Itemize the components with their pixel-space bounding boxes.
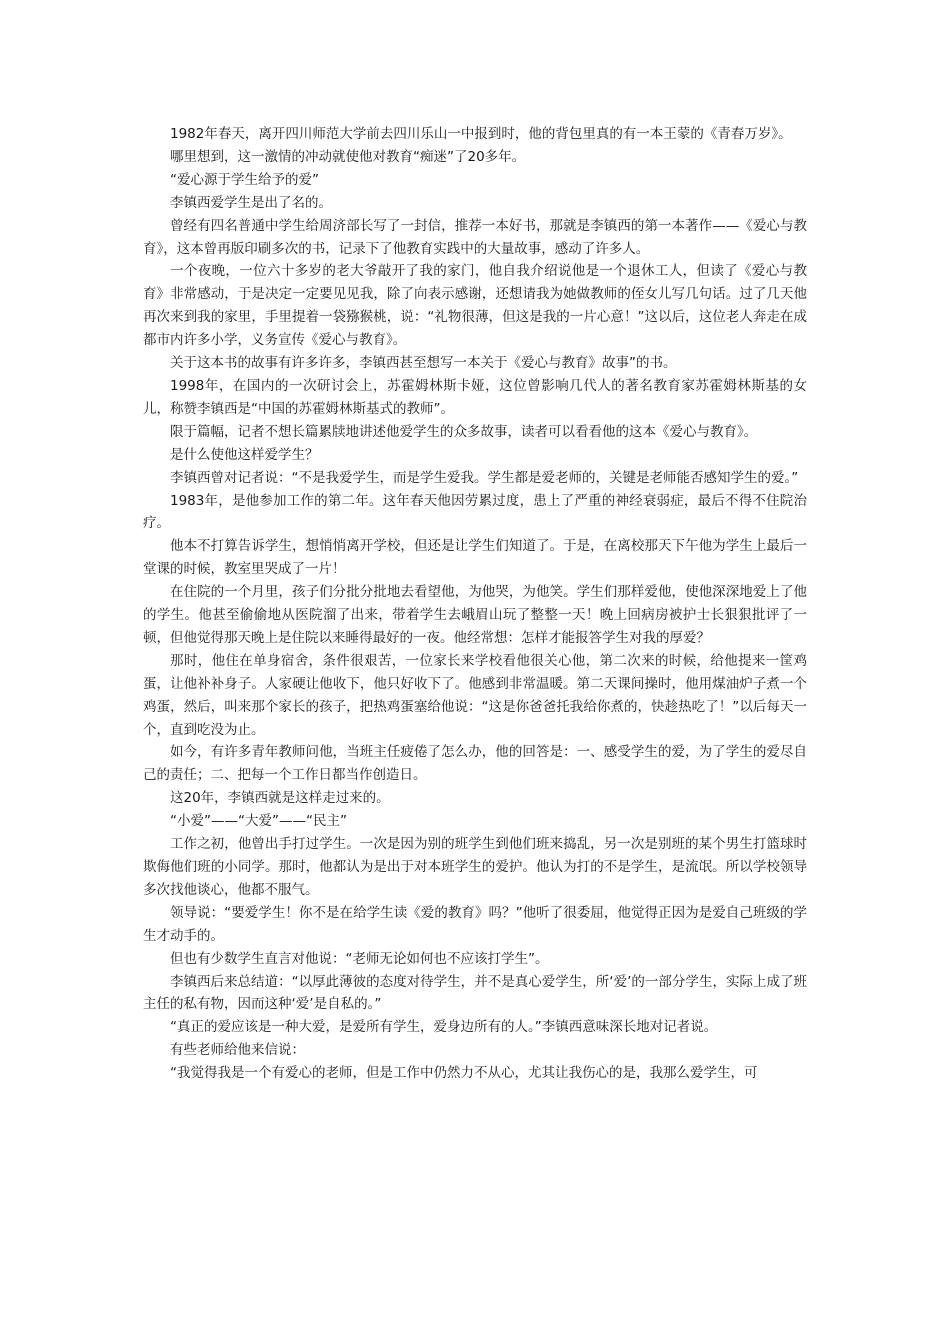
paragraph: 1983年，是他参加工作的第二年。这年春天他因劳累过度，患上了严重的神经衰弱症，最后不得不住院治疗。 (143, 492, 807, 532)
paragraph: 工作之初，他曾出手打过学生。一次是因为别的班学生到他们班来捣乱，另一次是别班的某个男生打篮球时欺侮他们班的小同学。那时，他都认为是出于对本班学生的爱护。他认为打的不是学生，是流氓。所以学校领导多次找他谈心，他都不服气。 (143, 836, 807, 898)
paragraph: 但也有少数学生直言对他说：“老师无论如何也不应该打学生”。 (170, 950, 549, 967)
paragraph: 是什么使他这样爱学生？ (170, 446, 319, 463)
section-heading: “爱心源于学生给予的爱” (170, 171, 319, 188)
paragraph: 有些老师给他来信说： (170, 1042, 305, 1059)
paragraph: 李镇西爱学生是出了名的。 (170, 194, 332, 211)
paragraph: 这20年，李镇西就是这样走过来的。 (170, 790, 390, 807)
paragraph: 曾经有四名普通中学生给周济部长写了一封信，推荐一本好书，那就是李镇西的第一本著作——《爱心与教育》，这本曾再版印刷多次的书，记录下了他教育实践中的大量故事，感动了许多人。 (143, 217, 807, 257)
paragraph: 一个夜晚，一位六十多岁的老大爷敲开了我的家门，他自我介绍说他是一个退休工人，但读了《爱心与教育》非常感动，于是决定一定要见见我，除了向表示感谢，还想请我为她做教师的侄女儿写几句话。过了几天他再次来到我的家里，手里提着一袋猕猴桃，说：“礼物很薄，但这是我的一片心意！”这以后，这位老人奔走在成都市内许多小学，义务宣传《爱心与教育》。 (143, 263, 807, 349)
paragraph: “我觉得我是一个有爱心的老师，但是工作中仍然力不从心，尤其让我伤心的是，我那么爱学生，可 (170, 1065, 758, 1082)
paragraph: 1998年，在国内的一次研讨会上，苏霍姆林斯卡娅，这位曾影响几代人的著名教育家苏霍姆林斯基的女儿，称赞李镇西是“中国的苏霍姆林斯基式的教师”。 (143, 377, 807, 417)
document-body (143, 123, 807, 1085)
paragraph: 李镇西后来总结道：“以厚此薄彼的态度对待学生，并不是真心爱学生，所‘爱’的一部分学生，实际上成了班主任的私有物，因而这种‘爱’是自私的。” (143, 973, 807, 1013)
paragraph: 他本不打算告诉学生，想悄悄离开学校，但还是让学生们知道了。于是，在离校那天下午他为学生上最后一堂课的时候，教室里哭成了一片！ (143, 538, 807, 578)
paragraph: 如今，有许多青年教师问他，当班主任疲倦了怎么办，他的回答是：一、感受学生的爱，为了学生的爱尽自己的责任；二、把每一个工作日都当作创造日。 (143, 744, 807, 784)
paragraph: 关于这本书的故事有许多许多，李镇西甚至想写一本关于《爱心与教育》故事”的书。 (170, 355, 677, 372)
paragraph: 1982年春天，离开四川师范大学前去四川乐山一中报到时，他的背包里真的有一本王蒙的《青春万岁》。 (170, 126, 792, 142)
paragraph: 李镇西曾对记者说：“不是我爱学生，而是学生爱我。学生都是爱老师的，关键是老师能否感知学生的爱。” (170, 469, 799, 486)
section-heading: “小爱”——“大爱”——“民主” (170, 813, 347, 830)
paragraph: 那时，他住在单身宿舍，条件很艰苦，一位家长来学校看他很关心他，第二次来的时候，给他提来一筐鸡蛋，让他补补身子。人家硬让他收下，他只好收下了。他感到非常温暖。第二天课间操时，他用煤油炉子煮一个鸡蛋，然后，叫来那个家长的孩子，把热鸡蛋塞给他说：“这是你爸爸托我给你煮的，快趁热吃了！”以后每天一个，直到吃没为止。 (143, 652, 807, 738)
paragraph: 领导说：“要爱学生！你不是在给学生读《爱的教育》吗？”他听了很委屈，他觉得正因为是爱自己班级的学生才动手的。 (143, 904, 807, 944)
paragraph: 限于篇幅，记者不想长篇累牍地讲述他爱学生的众多故事，读者可以看看他的这本《爱心与教育》。 (170, 423, 758, 440)
paragraph: “真正的爱应该是一种大爱，是爱所有学生，爱身边所有的人。”李镇西意味深长地对记者说。 (170, 1019, 718, 1036)
paragraph: 在住院的一个月里，孩子们分批分批地去看望他，为他哭，为他笑。学生们那样爱他，使他深深地爱上了他的学生。他甚至偷偷地从医院溜了出来，带着学生去峨眉山玩了整整一天！晚上回病房被护士长狠狠批评了一顿，但他觉得那天晚上是住院以来睡得最好的一夜。他经常想：怎样才能报答学生对我的厚爱？ (143, 584, 807, 646)
paragraph: 哪里想到，这一激情的冲动就使他对教育“痴迷”了20多年。 (170, 148, 526, 165)
